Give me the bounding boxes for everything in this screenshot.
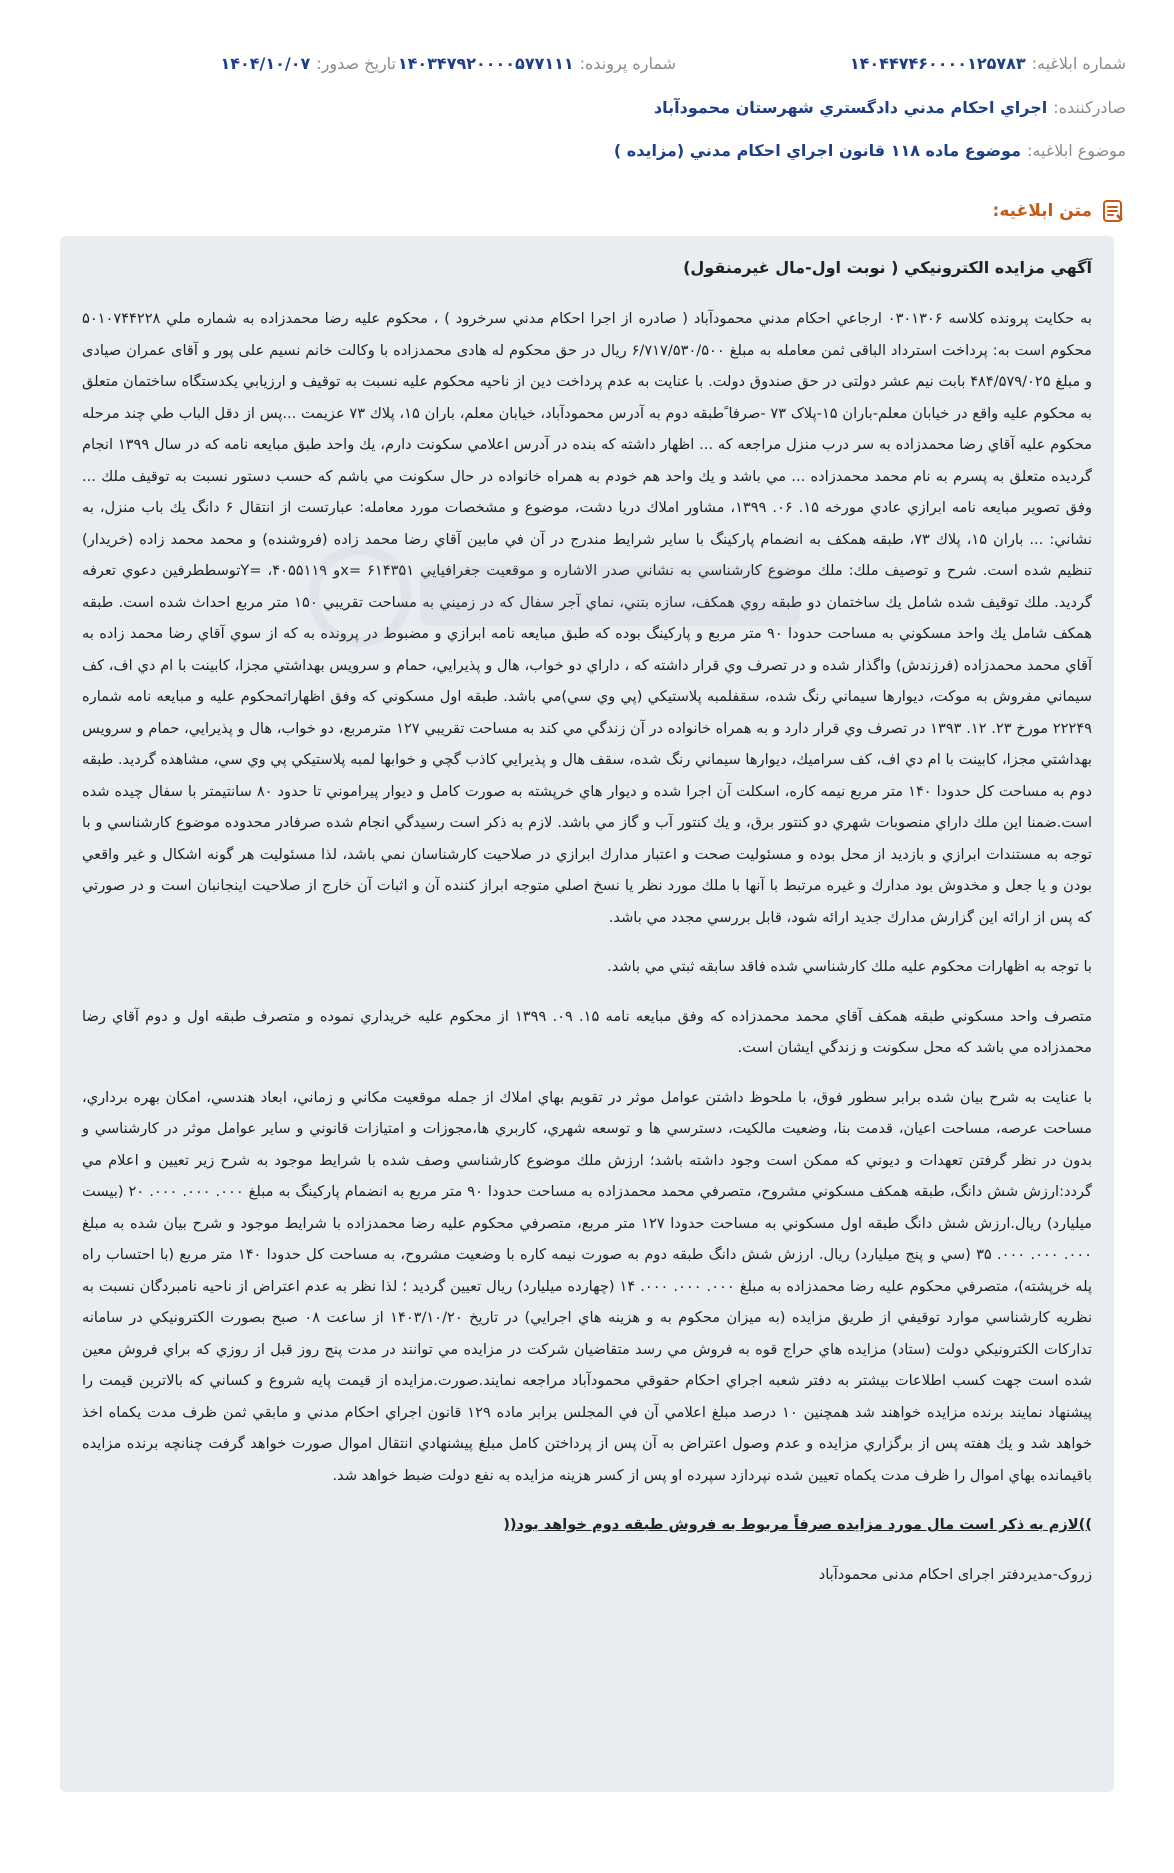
signature: زروک-مدیردفتر اجرای احکام مدنی محمودآباد (818, 1565, 1092, 1583)
header-row-subject (48, 141, 1126, 160)
subject (614, 141, 1126, 160)
case-number-value: ۱۴۰۳۴۷۹۲۰۰۰۰۵۷۷۱۱۱ (397, 54, 574, 73)
notice-number (850, 54, 1126, 73)
subject-label: موضوع ابلاغيه: (1027, 141, 1126, 160)
issue-date (220, 54, 396, 73)
notice-content-box (60, 236, 1114, 1792)
case-number-label: شماره پرونده: (579, 54, 676, 73)
header-row-issuer (48, 98, 1126, 117)
document-icon (1100, 198, 1126, 224)
paragraph-registration: با توجه به اظهارات محكوم عليه ملك كارشناسي شده فاقد سابقه ثبتي مي باشد. (607, 958, 1092, 975)
subject-value: موضوع ماده ۱۱۸ قانون اجراي احكام مدني (مزايده ) (613, 141, 1022, 160)
auction-title: آگهي مزايده الكترونيكي ( نوبت اول-مال غيرمنقول) (683, 258, 1092, 277)
notice-text-heading (993, 198, 1126, 224)
header-row-ids (48, 54, 1126, 73)
issue-date-value: ۱۴۰۴/۱۰/۰۷ (220, 54, 311, 73)
case-number (398, 54, 676, 73)
issuer (654, 98, 1126, 117)
paragraph-occupants: متصرف واحد مسكوني طبقه همكف آقاي محمد محمدزاده كه وفق مبايعه نامه ۱۵. ۰۹. ۱۳۹۹ از محكوم عليه خريداري نموده و متصرف طبقه اول و دوم آقاي رضا محمدزاده مي باشد كه محل سكونت و زندگي ايشان است. (82, 1007, 1093, 1056)
paragraph-valuation: با عنايت به شرح بيان شده برابر سطور فوق، با ملحوظ داشتن عوامل موثر در تقويم بهاي املاك از جمله موقعيت مكاني و زماني، ابعاد هندسي، امكان بهره برداري، مساحت عرصه، مساحت اعيان، قدمت بنا، وضعيت مالكيت، دسترسي ها و توسعه شهري، كاربري ها،مجوزات و امتيازات قانوني و ساير عوامل موثر در كارشناسي و بدون در نظر گرفتن تعهدات و ديوني كه ممكن است وجود داشته باشد؛ ارزش ملك موضوع كارشناسي وصف شده با شرايط موجود به شرح زير تعيين و اعلام مي گردد:ارزش شش دانگ، طبقه همكف مسكوني مشروح، متصرفي محمد محمدزاده به مساحت حدودا ۹۰ متر مربع به انضمام پاركينگ به مبلغ ۰۰۰. ۰۰۰. ۰۰۰. ۲۰ (بيست ميليارد) ريال.ارزش شش دانگ طبقه اول مسكوني به مساحت حدودا ۱۲۷ متر مربع، متصرفي محكوم عليه رضا محمدزاده با شرايط موجود و شرح بيان شده به مبلغ ۰۰۰. ۰۰۰. ۰۰۰. ۳۵ (سي و پنج ميليارد) ريال. ارزش شش دانگ طبقه دوم به صورت نيمه كاره با وضعيت مشروح، به مساحت كل حدودا ۱۴۰ متر مربع (با احتساب راه پله خرپشته)، متصرفي محكوم عليه رضا محمدزاده به مبلغ ۰۰۰. ۰۰۰. ۰۰۰. ۱۴ (چهارده ميليارد) ريال تعيين گرديد ؛ لذا نظر به عدم اعتراض از ناحيه نامبردگان نسبت به نظريه كارشناسي موارد توقيفي از طريق مزايده (به ميزان محكوم به و هزينه هاي اجرايي) در تاريخ ۱۴۰۳/۱۰/۲۰ از ساعت ۰۸ صبح بصورت الكترونيكي در سامانه تداركات الكترونيكي دولت (ستاد) مزايده هاي حراج قوه به فروش مي رسد متقاضيان شركت در مزايده مي توانند در مدت پنج روز قبل از روزي كه براي فروش معين شده است جهت كسب اطلاعات بيشتر به دفتر شعبه اجراي احكام حقوقي محمودآباد مراجعه نمايند.صورت.مزايده از قيمت پايه شروع و كساني كه بالاترين قيمت را پيشنهاد نمايند برنده مزايده خواهند شد همچنين ۱۰ درصد مبلغ اعلامي آن في المجلس برابر ماده ۱۲۹ قانون اجراي احكام مدني و مابقي ثمن ظرف مدت يكماه اخذ خواهد شد و يك هفته پس از برگزاري مزايده و عدم وصول اعتراض به آن پس از پرداختن كامل مبلغ پيشنهادي انتقال اموال صورت خواهد گرفت چنانچه برنده مزايده باقيمانده بهاي اموال را ظرف مدت يكماه تعيين شده نپردازد سپرده او پس از كسر هزينه مزايده به نفع دولت ضبط خواهد شد. (82, 1088, 1093, 1484)
notice-text-title: متن ابلاغيه: (992, 201, 1092, 221)
issue-date-label: تاريخ صدور: (316, 54, 396, 73)
notice-number-label: شماره ابلاغيه: (1031, 54, 1126, 73)
notice-number-value: ۱۴۰۴۴۷۴۶۰۰۰۰۱۲۵۷۸۳ (849, 54, 1026, 73)
issuer-label: صادرکننده: (1053, 98, 1126, 117)
issuer-value: اجراي احكام مدني دادگستري شهرستان محمودآباد (653, 98, 1048, 117)
paragraph-main: به حكايت پرونده كلاسه ۰۳۰۱۳۰۶ ارجاعي احكام مدني محمودآباد ( صادره از اجرا احكام مدني سرخرود ) ، محکوم علیه رضا محمدزاده به شماره ملي ۵۰۱۰۷۴۴۲۲۸ محکوم است به: پرداخت استرداد الباقی ثمن معامله به مبلغ ۶/۷۱۷/۵۳۰/۵۰۰ ریال در حق محکوم له هادی محمدزاده با وکالت خانم نسیم علی پور و آقای عمران صیادی و مبلغ ۴۸۴/۵۷۹/۰۲۵ بابت نیم عشر دولتی در حق صندوق دولت. با عنايت به عدم پرداخت دين از ناحيه محكوم عليه نسبت به توقيف و ارزيابي يكدستگاه ساختمان متعلق به محكوم عليه واقع در خيابان معلم-باران ۱۵-پلاک ۷۳ -صرفا ًطبقه دوم به آدرس محمودآباد، خيابان معلم، باران ۱۵، پلاك ۷۳ عزيمت ...پس از دقل الباب طي چند مرحله محكوم عليه آقاي رضا محمدزاده به سر درب منزل مراجعه كه ... اظهار داشته كه بنده در آدرس اعلامي سكونت دارم، يك واحد طبق مبايعه نامه كه در سال ۱۳۹۹ انجام گرديده متعلق به پسرم به نام محمد محمدزاده ... مي باشد و يك واحد هم خودم به همراه خانواده در حال سكونت مي باشم كه حسب دستور نسبت به توقيف ملك ... وفق تصوير مبايعه نامه ابرازي عادي مورخه ۱۵. ۰۶. ۱۳۹۹، مشاور املاك دريا دشت، موضوع و مشخصات مورد معامله: عبارتست از انتقال ۶ دانگ يك باب منزل، به نشاني: ... باران ۱۵، پلاك ۷۳، طبقه همكف به انضمام پاركينگ با ساير شرايط مندرج در آن في مابين آقاي رضا محمد زاده (فروشنده) و محمد محمد زاده (خريدار) تنظيم شده است. شرح و توصيف ملك: ملك موضوع كارشناسي به نشاني صدر الاشاره و موقعيت جغرافيايي ۶۱۴۳۵۱ =xو ۴۰۵۵۱۱۹، =Yتوسططرفين دعوي تعرفه گرديد. ملك توقيف شده شامل يك ساختمان دو طبقه روي همكف، سازه بتني، نماي آجر سفال كه در زميني به مساحت تقريبي ۱۵۰ متر مربع احداث شده است. طبقه همكف شامل يك واحد مسكوني به مساحت حدودا ۹۰ متر مربع و پاركينگ بوده كه طبق مبايعه نامه ابرازي و مضبوط در پرونده به كه از سوي آقاي رضا محمد زاده به آقاي محمد محمدزاده (فرزندش) واگذار شده و در تصرف وي قرار داشته كه ، داراي دو خواب، هال و پذيرايي، حمام و سرويس بهداشتي مجزا، كابينت با ام دي اف، كف سيماني مفروش به موكت، ديوارها سيماني رنگ شده، سقفلمبه پلاستيكي (پي وي سي)مي باشد. طبقه اول مسكوني كه وفق اظهاراتمحكوم عليه و مبايعه نامه شماره ۲۲۲۴۹ مورخ ۲۳. ۱۲. ۱۳۹۳ در تصرف وي قرار دارد و به همراه خانواده در آن زندگي مي كند به مساحت تقريبي ۱۲۷ مترمربع، دو خواب، هال و پذيرايي، حمام و سرويس بهداشتي مجزا، كابينت با ام دي اف، كف سراميك، ديوارها سيماني رنگ شده، سقف هال و پذيرايي كاذب گچي و خوابها لمبه پلاستيكي پي وي سي، مشاهده گرديد. طبقه دوم به مساحت كل حدودا ۱۴۰ متر مربع نيمه كاره، اسكلت آن اجرا شده و ديوار هاي خرپشته به صورت كامل و ديوار پيراموني تا حدود ۸۰ سانتيمتر با سفال چيده شده است.ضمنا اين ملك داراي منصوبات شهري دو كنتور برق، و يك كنتور آب و گاز مي باشد. لازم به ذكر است رسيدگي انجام شده صرفادر محدوده موضوع كارشناسي و با توجه به مستندات ابرازي و بازديد از محل بوده و مسئوليت صحت و اعتبار مدارك ابرازي در صلاحيت كارشناسان نمي باشد، لذا مسئوليت هر گونه اشكال و غير واقعي بودن و يا جعل و مخدوش بود مدارك و غيره مرتبط با آنها با ملك مورد نظر يا نسخ اصلي متوجه ابراز كننده آن و اثبات آن خارج از صلاحيت اينجانبان است و در صورتي كه پس از ارائه اين گزارش مدارك جديد ارائه شود، قابل بررسي مجدد مي باشد. (82, 310, 1093, 926)
auction-note: ))لازم به ذکر است مال مورد مزایده صرفاً مربوط به فروش طبقه دوم خواهد بود(( (503, 1516, 1092, 1533)
